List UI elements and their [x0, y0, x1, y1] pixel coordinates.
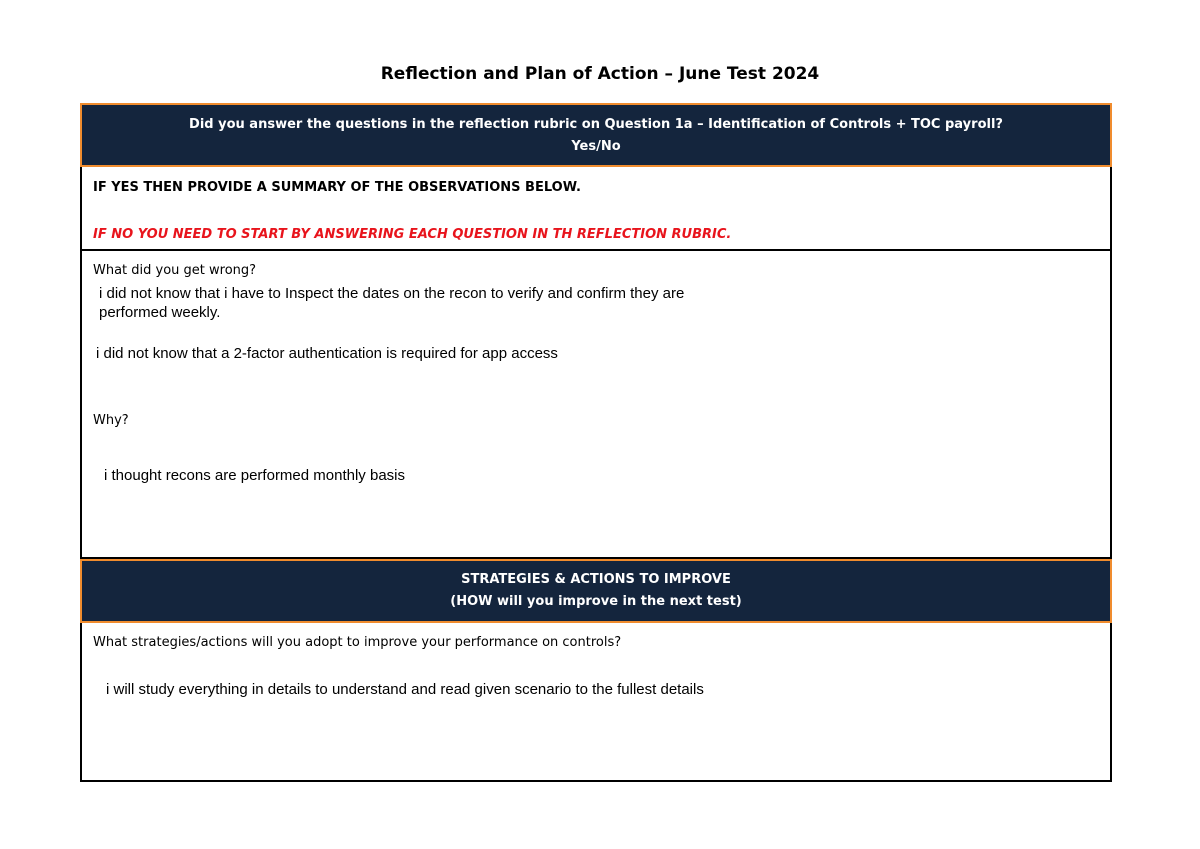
page-title: Reflection and Plan of Action – June Test 2024 [380, 64, 820, 84]
answer-what-wrong-1a[interactable]: i did not know that i have to Inspect the dates on the recon to verify and confirm they are [99, 285, 685, 302]
answer-why[interactable]: i thought recons are performed monthly basis [104, 467, 405, 484]
header-question: Did you answer the questions in the reflection rubric on Question 1a – Identification of Controls + TOC payroll? [189, 117, 1003, 132]
reflection-form [80, 103, 1114, 782]
strategies-answers-box[interactable] [80, 623, 1112, 782]
header-yes-no: Yes/No [571, 139, 621, 154]
section-header-reflection [80, 103, 1112, 167]
question-why: Why? [93, 413, 129, 428]
answer-strategies[interactable]: i will study everything in details to understand and read given scenario to the fullest details [106, 681, 704, 698]
strategies-subtitle: (HOW will you improve in the next test) [450, 594, 742, 609]
answer-what-wrong-2[interactable]: i did not know that a 2-factor authentication is required for app access [96, 345, 558, 362]
instructions-box [80, 167, 1112, 251]
reflection-answers-box[interactable] [80, 251, 1112, 559]
section-header-strategies [80, 559, 1112, 623]
question-what-wrong: What did you get wrong? [93, 263, 257, 278]
answer-what-wrong-1b[interactable]: performed weekly. [99, 304, 221, 321]
strategies-title: STRATEGIES & ACTIONS TO IMPROVE [461, 572, 731, 587]
question-strategies: What strategies/actions will you adopt to improve your performance on controls? [93, 635, 622, 650]
instruction-yes: IF YES THEN PROVIDE A SUMMARY OF THE OBSERVATIONS BELOW. [93, 180, 581, 195]
instruction-no: IF NO YOU NEED TO START BY ANSWERING EACH QUESTION IN TH REFLECTION RUBRIC. [93, 227, 732, 242]
